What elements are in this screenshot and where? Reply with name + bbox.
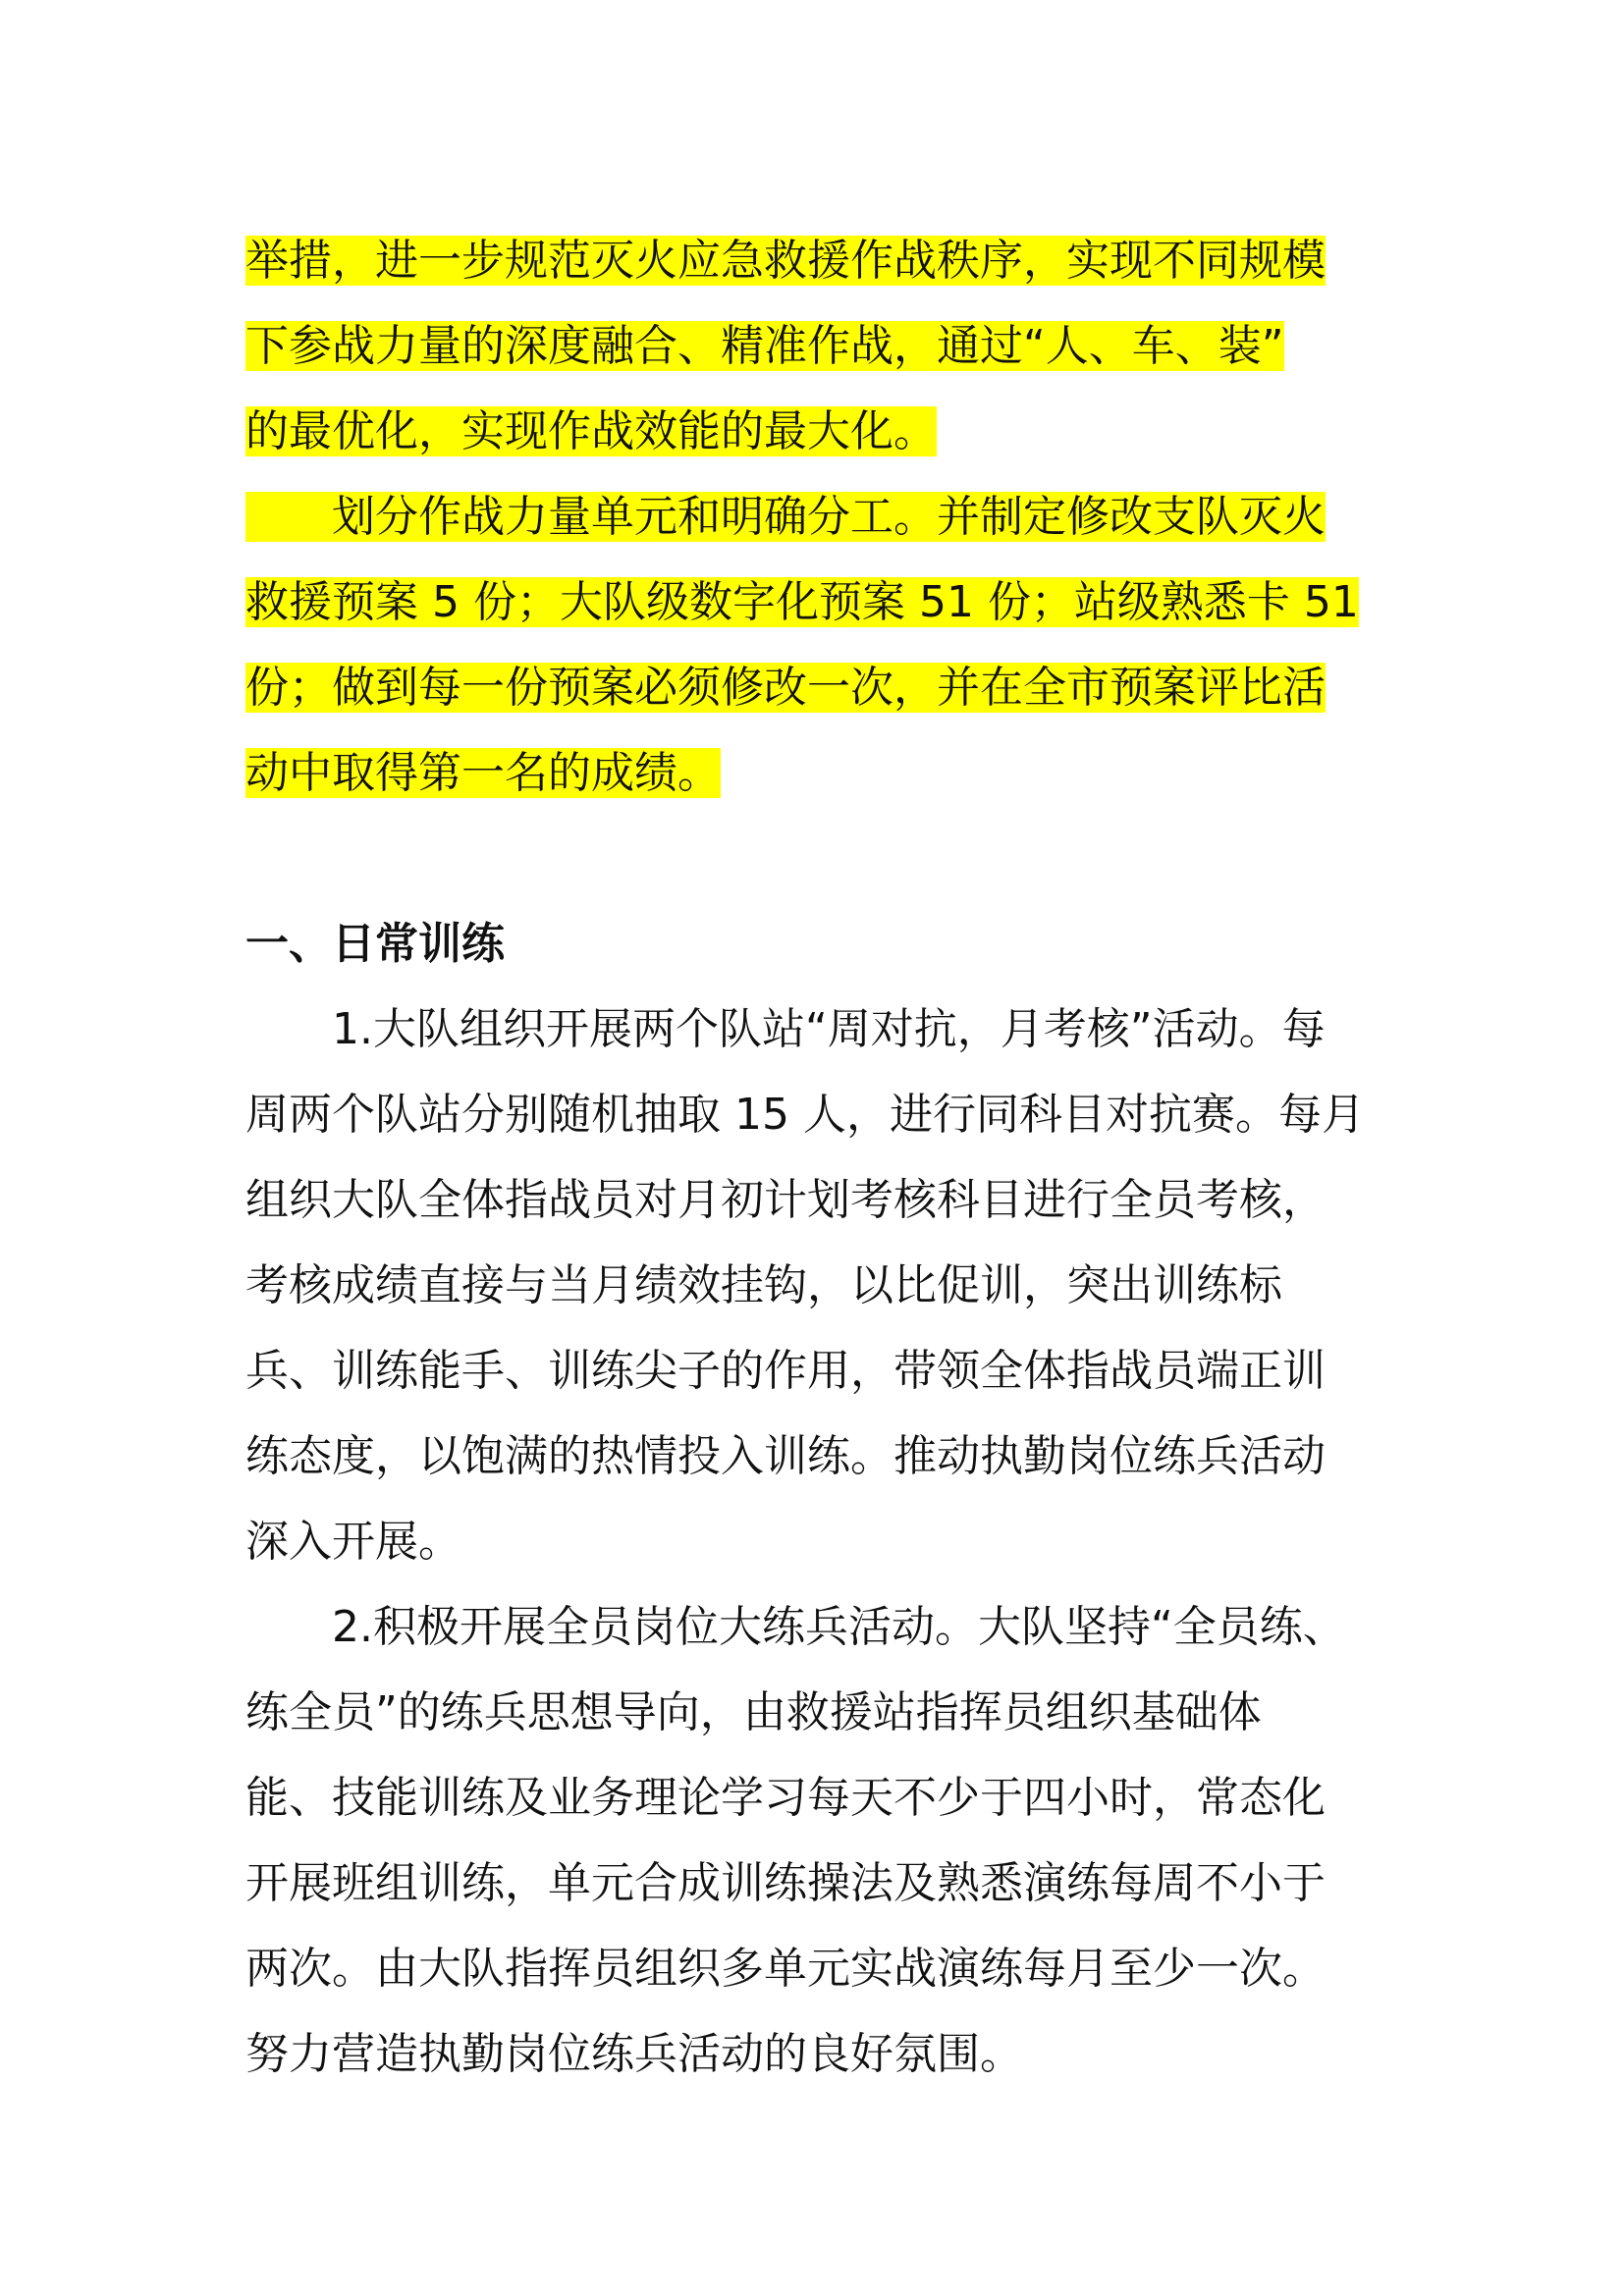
highlighted-line: 划分作战力量单元和明确分工。并制定修改支队灭火 [245,492,1326,542]
paragraph-1-line: 练态度，以饱满的热情投入训练。推动执勤岗位练兵活动 [245,1431,1326,1481]
paragraph-2-line: 能、技能训练及业务理论学习每天不少于四小时，常态化 [245,1773,1326,1823]
paragraph-2-line: 两次。由大队指挥员组织多单元实战演练每月至少一次。 [245,1944,1326,1994]
highlighted-line: 动中取得第一名的成绩。 [245,748,721,798]
highlighted-line: 下参战力量的深度融合、精准作战，通过“人、车、装” [245,321,1284,371]
paragraph-1-line: 周两个队站分别随机抽取 15 人，进行同科目对抗赛。每月 [245,1090,1365,1140]
section-heading: 一、日常训练 [245,919,505,969]
paragraph-1-line: 深入开展。 [245,1517,461,1567]
paragraph-2-line: 努力营造执勤岗位练兵活动的良好氛围。 [245,2029,1023,2079]
paragraph-1-line: 组织大队全体指战员对月初计划考核科目进行全员考核， [245,1175,1326,1225]
paragraph-1-line: 兵、训练能手、训练尖子的作用，带领全体指战员端正训 [245,1346,1326,1396]
highlighted-line: 份；做到每一份预案必须修改一次，并在全市预案评比活 [245,663,1326,713]
paragraph-2-line: 2.积极开展全员岗位大练兵活动。大队坚持“全员练、 [245,1602,1346,1652]
paragraph-2-line: 练全员”的练兵思想导向，由救援站指挥员组织基础体 [245,1687,1262,1737]
paragraph-2-line: 开展班组训练，单元合成训练操法及熟悉演练每周不小于 [245,1858,1326,1908]
paragraph-1-line: 考核成绩直接与当月绩效挂钩，以比促训，突出训练标 [245,1260,1282,1310]
paragraph-1-line: 1.大队组织开展两个队站“周对抗，月考核”活动。每 [245,1004,1326,1054]
highlighted-line: 举措，进一步规范灭火应急救援作战秩序，实现不同规模 [245,236,1326,286]
highlighted-line: 的最优化，实现作战效能的最大化。 [245,406,937,456]
highlighted-line: 救援预案 5 份；大队级数字化预案 51 份；站级熟悉卡 51 [245,577,1359,627]
